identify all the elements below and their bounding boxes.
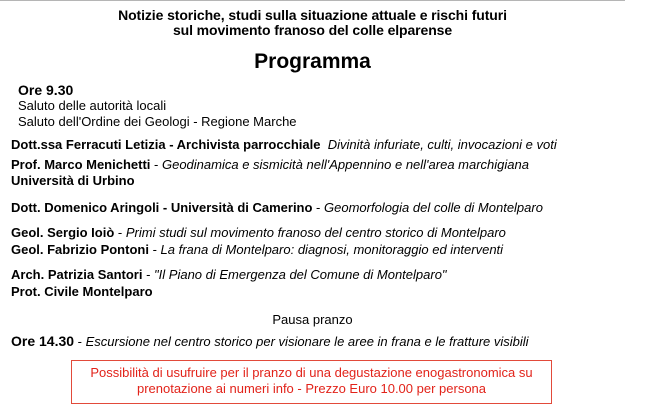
morning-time: Ore 9.30	[18, 82, 74, 98]
notice-line-2: prenotazione ai numeri info - Prezzo Euro 10.00 per persona	[136, 381, 487, 396]
speaker-name: Geol. Fabrizio Pontoni	[11, 242, 149, 257]
afternoon-time: Ore 14.30	[11, 333, 75, 349]
speaker-row: Prof. Marco Menichetti - Geodinamica e sismicità nell'Appennino e nell'area marchigiana	[11, 157, 529, 172]
talk-topic: "Il Piano di Emergenza del Comune di Montelparo"	[154, 267, 447, 282]
speaker-row	[11, 137, 557, 153]
speaker-name: Prof. Marco Menichetti	[11, 157, 151, 172]
morning-time-row	[18, 82, 73, 99]
talk-topic: Divinità infuriate, culti, invocazioni e voti	[327, 137, 557, 152]
page-title: Programma	[254, 50, 371, 73]
afternoon-activity: Escursione nel centro storico per visionare le aree in frana e le fratture visibili	[85, 334, 529, 349]
speaker-name: Dott.ssa Ferracuti Letizia - Archivista parrocchiale	[11, 137, 321, 152]
greeting-item: Saluto dell'Ordine dei Geologi - Regione Marche	[18, 114, 297, 129]
header-divider	[0, 0, 625, 1]
speaker-row: Geol. Sergio Ioiò - Primi studi sul movimento franoso del centro storico di Montelparo	[11, 225, 506, 240]
speaker-name: Dott. Domenico Aringoli - Università di Camerino	[11, 200, 313, 215]
speaker-name: Geol. Sergio Ioiò	[11, 225, 115, 240]
lunch-notice-box	[71, 360, 552, 404]
talk-topic: La frana di Montelparo: diagnosi, monitoraggio ed interventi	[160, 242, 504, 257]
speaker-name: Arch. Patrizia Santori	[11, 267, 143, 282]
talk-topic: Geodinamica e sismicità nell'Appennino e nell'area marchigiana	[161, 157, 529, 172]
speaker-affiliation: Prot. Civile Montelparo	[11, 284, 153, 299]
subtitle-line-1: Notizie storiche, studi sulla situazione attuale e rischi futuri	[118, 7, 507, 23]
speaker-affiliation: Università di Urbino	[11, 173, 135, 188]
notice-line-1: Possibilità di usufruire per il pranzo di una degustazione enogastronomica su	[90, 365, 533, 380]
afternoon-row: Ore 14.30 - Escursione nel centro storico per visionare le aree in frana e le fratture visibili	[11, 333, 529, 349]
lunch-break: Pausa pranzo	[272, 312, 353, 327]
greeting-item: Saluto delle autorità locali	[18, 98, 167, 113]
speaker-row: Arch. Patrizia Santori - "Il Piano di Emergenza del Comune di Montelparo"	[11, 267, 447, 282]
speaker-row: Dott. Domenico Aringoli - Università di Camerino - Geomorfologia del colle di Montelparo	[11, 200, 543, 215]
talk-topic: Geomorfologia del colle di Montelparo	[324, 200, 543, 215]
subtitle-line-2: sul movimento franoso del colle elparense	[172, 22, 453, 38]
talk-topic: Primi studi sul movimento franoso del centro storico di Montelparo	[125, 225, 506, 240]
speaker-row: Geol. Fabrizio Pontoni - La frana di Montelparo: diagnosi, monitoraggio ed interventi	[11, 242, 504, 257]
